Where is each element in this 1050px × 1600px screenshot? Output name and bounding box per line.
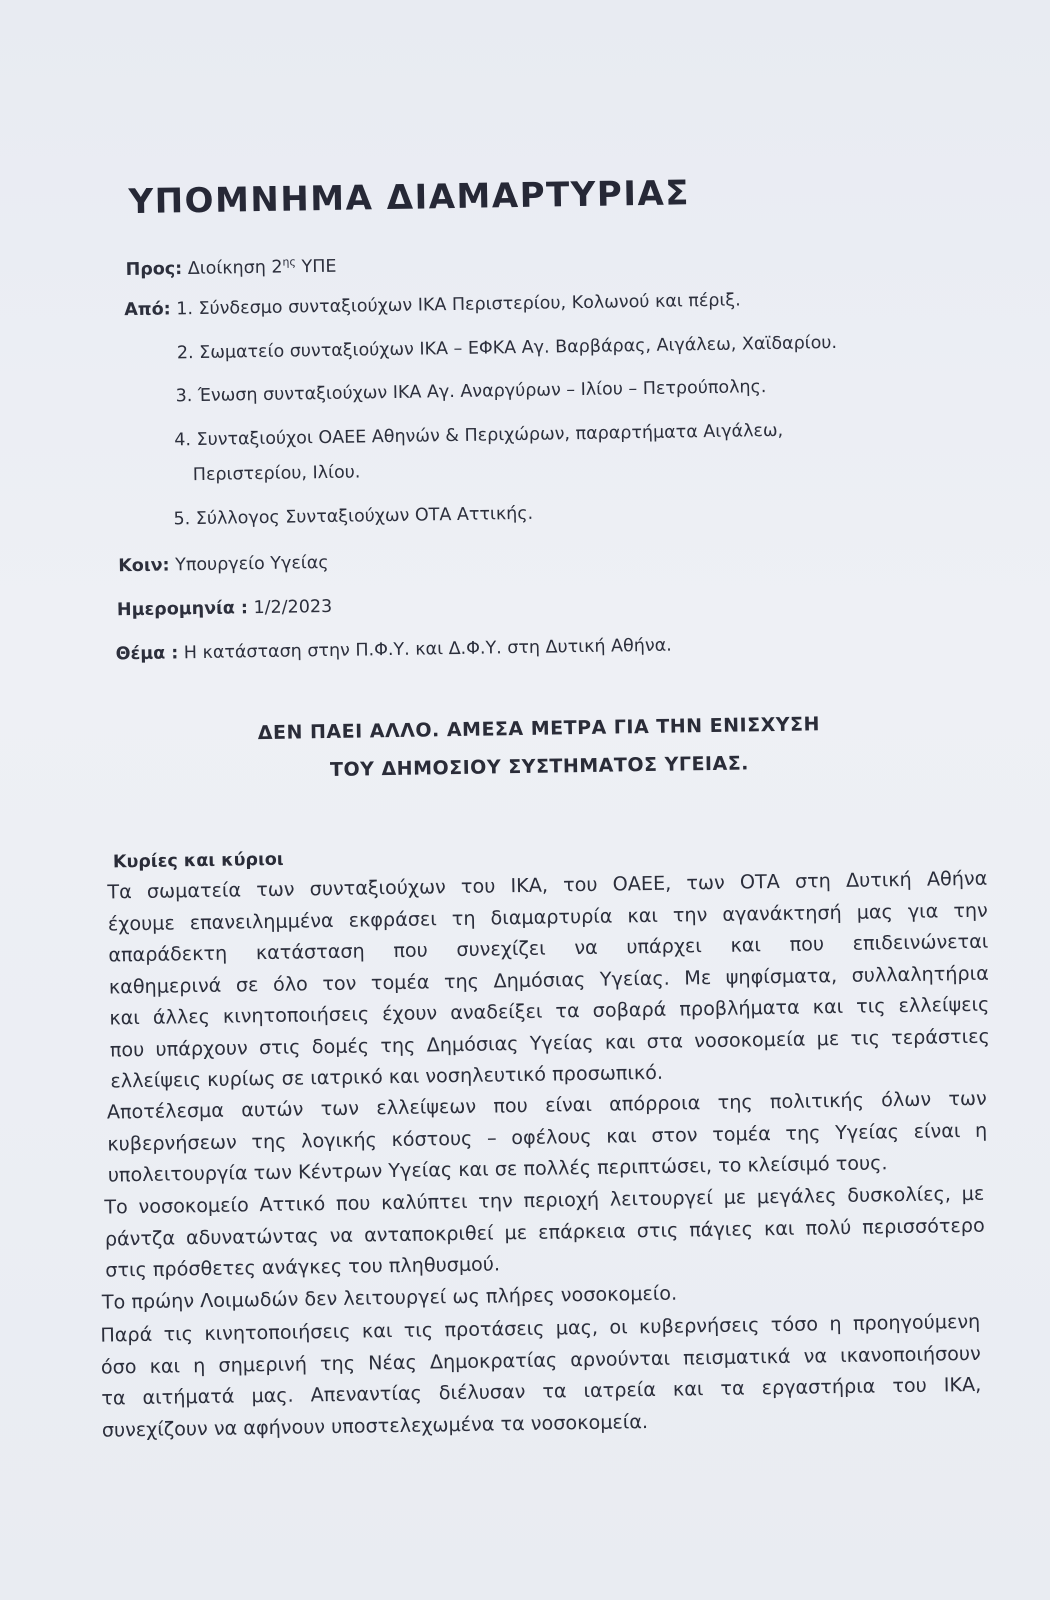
subject-value: Η κατάσταση στην Π.Φ.Υ. και Δ.Φ.Υ. στη Δυτική Αθήνα. bbox=[183, 635, 672, 664]
cc-value: Υπουργείο Υγείας bbox=[175, 552, 329, 576]
heading-line-1: ΔΕΝ ΠΑΕΙ ΑΛΛΟ. ΑΜΕΣΑ ΜΕΤΡΑ ΓΙΑ ΤΗΝ ΕΝΙΣΧΥΣΗ bbox=[257, 713, 821, 745]
cc-label: Κοιν: bbox=[118, 555, 170, 577]
paragraph-3 bbox=[104, 1178, 985, 1286]
from-item-1: 1. Σύνδεσμο συνταξιούχων ΙΚΑ Περιστερίου, Κολωνού και πέριξ. bbox=[176, 290, 741, 320]
cc-line bbox=[118, 553, 329, 576]
paragraph-2-line: Αποτέλεσμα αυτών των ελλείψεων που είναι απόρροια της πολιτικής όλων των bbox=[106, 1086, 987, 1124]
to-sup: ης bbox=[282, 255, 297, 269]
document-title: ΥΠΟΜΝΗΜΑ ΔΙΑΜΑΡΤΥΡΙΑΣ bbox=[128, 173, 691, 223]
from-item-4: 4. Συνταξιούχοι ΟΑΕΕ Αθηνών & Περιχώρων, παραρτήματα Αιγάλεω, bbox=[174, 420, 784, 451]
paragraph-5-line: συνεχίζουν να αφήνουν υποστελεχωμένα τα νοσοκομεία. bbox=[101, 1409, 649, 1442]
greeting: Κυρίες και κύριοι bbox=[112, 849, 284, 873]
date-label: Ημερομηνία : bbox=[116, 598, 249, 621]
from-item-5: 5. Σύλλογος Συνταξιούχων ΟΤΑ Αττικής. bbox=[173, 503, 534, 530]
to-label: Προς: bbox=[125, 259, 183, 280]
date-line bbox=[117, 597, 332, 620]
paragraph-3-line: στις πρόσθετες ανάγκες του πληθυσμού. bbox=[105, 1252, 501, 1282]
paragraph-2-line: υπολειτουργία των Κέντρων Υγείας και σε πολλές περιπτώσει, το κλείσιμό τους. bbox=[107, 1151, 888, 1187]
paragraph-5-line: Παρά τις κινητοποιήσεις και τις προτάσεις μας, οι κυβερνήσεις τόσο η προηγούμενη bbox=[100, 1309, 981, 1347]
from-item-4-cont: Περιστερίου, Ιλίου. bbox=[192, 462, 361, 486]
paragraph-1 bbox=[107, 863, 990, 1097]
from-item-3: 3. Ένωση συνταξιούχων ΙΚΑ Αγ. Αναργύρων – Ιλίου – Πετρούπολης. bbox=[175, 377, 767, 407]
subject-line bbox=[116, 636, 672, 665]
paragraph-1-line: και άλλες κινητοποιήσεις έχουν αναδείξει τα σοβαρά προβλήματα και τις ελλείψεις bbox=[109, 992, 990, 1030]
paragraph-3-line: ράντζα αδυνατώντας να ανταποκριθεί με επάρκεια στις πάγιες και πολύ περισσότερο bbox=[104, 1213, 985, 1251]
paragraph-1-line: έχουμε επανειλημμένα εκφράσει τη διαμαρτυρία και την αγανάκτησή μας για την bbox=[107, 898, 988, 935]
paragraph-2 bbox=[107, 1083, 988, 1191]
subject-label: Θέμα : bbox=[115, 643, 179, 665]
paragraph-5-line: όσο και η σημερινή της Νέας Δημοκρατίας αρνούνται πεισματικά να ικανοποιήσουν bbox=[100, 1341, 981, 1379]
paragraph-1-line: που υπάρχουν στις δομές της Δημόσιας Υγείας και στα νοσοκομεία με τις τεράστιες bbox=[109, 1024, 990, 1061]
date-value: 1/2/2023 bbox=[253, 596, 333, 619]
paragraph-3-line: Το νοσοκομείο Αττικό που καλύπτει την περιοχή λειτουργεί με μεγάλες δυσκολίες, με bbox=[104, 1181, 985, 1219]
heading-line-2: ΤΟΥ ΔΗΜΟΣΙΟΥ ΣΥΣΤΗΜΑΤΟΣ ΥΓΕΙΑΣ. bbox=[329, 752, 750, 781]
paragraph-2-line: κυβερνήσεων της λογικής κόστους – οφέλους και στον τομέα της Υγείας είναι η bbox=[107, 1118, 988, 1156]
paragraph-1-line: Τα σωματεία των συνταξιούχων του ΙΚΑ, του ΟΑΕΕ, των ΟΤΑ στη Δυτική Αθήνα bbox=[107, 866, 988, 904]
paragraph-5 bbox=[100, 1306, 982, 1446]
to-value-suffix: ΥΠΕ bbox=[295, 256, 337, 278]
paragraph-5-line: τα αιτήματά μας. Απεναντίας διέλυσαν τα ιατρεία και τα εργαστήρια του ΙΚΑ, bbox=[101, 1372, 982, 1410]
to-line bbox=[125, 255, 336, 280]
paragraph-1-line: ελλείψεις κυρίως σε ιατρικό και νοσηλευτικό προσωπικό. bbox=[110, 1060, 664, 1093]
to-value: Διοίκηση 2 bbox=[187, 257, 283, 279]
paragraph-4-line: Το πρώην Λοιμωδών δεν λειτουργεί ως πλήρες νοσοκομείο. bbox=[101, 1281, 678, 1314]
paragraph-1-line: καθημερινά σε όλο τον τομέα της Δημόσιας Υγείας. Με ψηφίσματα, συλλαλητήρια bbox=[108, 961, 989, 998]
from-line-1 bbox=[124, 290, 741, 320]
paragraph-1-line: απαράδεκτη κατάσταση που συνεχίζει να υπάρχει και που επιδεινώνεται bbox=[108, 929, 989, 967]
from-item-2: 2. Σωματείο συνταξιούχων ΙΚΑ – ΕΦΚΑ Αγ. Βαρβάρας, Αιγάλεω, Χαϊδαρίου. bbox=[176, 332, 838, 364]
from-label: Από: bbox=[124, 299, 171, 321]
